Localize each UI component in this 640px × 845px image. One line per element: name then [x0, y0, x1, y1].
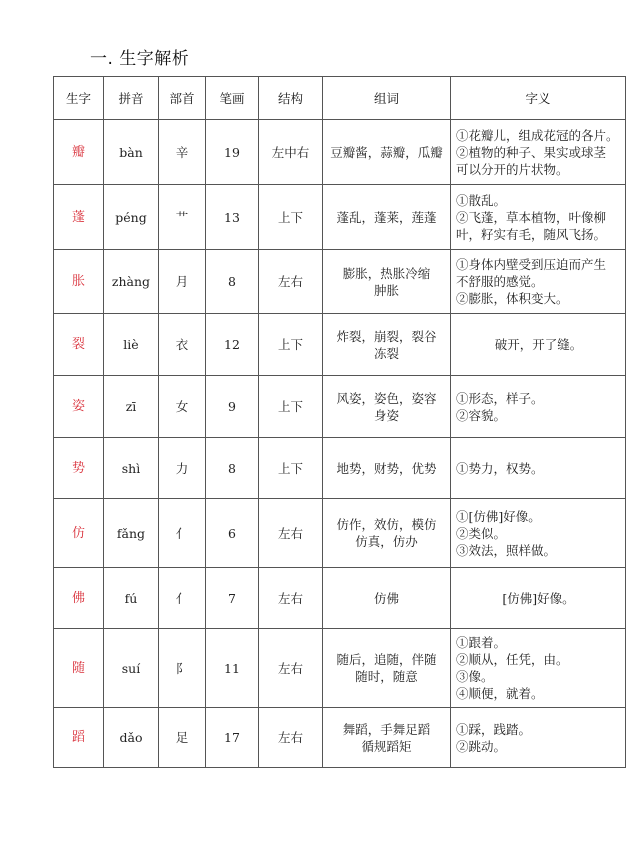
words-cell	[323, 185, 451, 250]
meaning-line: ①散乱。	[456, 192, 507, 208]
table-row	[54, 499, 626, 568]
char-cell: 裂	[54, 314, 104, 376]
meaning-line: ①身体内壁受到压迫而产生	[456, 257, 607, 272]
meaning-cell	[451, 438, 626, 499]
meaning-cell	[451, 250, 626, 314]
meaning-line: 可以分开的片状物。	[456, 161, 569, 177]
word-line: 膨胀，热胀冷缩	[342, 265, 431, 281]
character-analysis-table	[53, 76, 626, 768]
structure-cell: 左右	[259, 708, 323, 768]
structure-cell: 左右	[259, 499, 323, 568]
table-row	[54, 708, 626, 768]
words-cell	[323, 568, 451, 629]
meaning-line: ①花瓣儿，组成花冠的各片。	[456, 127, 619, 143]
meaning-cell	[451, 629, 626, 708]
char-cell: 蹈	[54, 708, 104, 768]
meaning-line: ①踩，践踏。	[456, 721, 532, 737]
meaning-line: ①形态，样子。	[456, 390, 544, 406]
pinyin-cell: zī	[104, 376, 159, 438]
radical-cell: 衣	[159, 314, 206, 376]
radical-cell: 艹	[159, 185, 206, 250]
word-line: 肿胀	[373, 282, 399, 298]
strokes-cell: 12	[206, 314, 259, 376]
strokes-cell: 8	[206, 250, 259, 314]
header-char: 生字	[54, 77, 104, 120]
structure-cell: 上下	[259, 314, 323, 376]
radical-cell: 亻	[159, 568, 206, 629]
radical-cell: 亻	[159, 499, 206, 568]
word-line: 豆瓣酱，蒜瓣，瓜瓣	[330, 144, 443, 160]
char-cell: 姿	[54, 376, 104, 438]
table-row	[54, 438, 626, 499]
table-row	[54, 250, 626, 314]
pinyin-cell: suí	[104, 629, 159, 708]
radical-cell: 女	[159, 376, 206, 438]
meaning-line: ②飞蓬，草本植物，叶像柳	[456, 209, 607, 225]
word-line: 仿作，效仿，模仿	[336, 517, 437, 532]
meaning-line: ①[仿佛]好像。	[456, 508, 541, 524]
header-radical: 部首	[159, 77, 206, 120]
word-line: 随时，随意	[355, 669, 418, 684]
meaning-line: 叶，籽实有毛，随风飞扬。	[456, 226, 607, 242]
meaning-line: ②跳动。	[456, 738, 507, 754]
pinyin-cell: fǎng	[104, 499, 159, 568]
radical-cell: 阝	[159, 629, 206, 708]
strokes-cell: 19	[206, 120, 259, 185]
word-line: 仿佛	[373, 590, 399, 606]
char-cell: 随	[54, 629, 104, 708]
structure-cell: 上下	[259, 438, 323, 499]
meaning-line: ②容貌。	[456, 407, 507, 423]
radical-cell: 辛	[159, 120, 206, 185]
pinyin-cell: shì	[104, 438, 159, 499]
words-cell	[323, 250, 451, 314]
char-cell: 势	[54, 438, 104, 499]
meaning-line: ①势力，权势。	[456, 460, 544, 476]
char-cell: 佛	[54, 568, 104, 629]
header-pinyin: 拼音	[104, 77, 159, 120]
strokes-cell: 13	[206, 185, 259, 250]
words-cell	[323, 120, 451, 185]
char-cell: 胀	[54, 250, 104, 314]
pinyin-cell: bàn	[104, 120, 159, 185]
meaning-line: ①跟着。	[456, 635, 507, 650]
meaning-cell	[451, 568, 626, 629]
strokes-cell: 9	[206, 376, 259, 438]
strokes-cell: 17	[206, 708, 259, 768]
header-structure: 结构	[259, 77, 323, 120]
words-cell	[323, 629, 451, 708]
pinyin-cell: zhàng	[104, 250, 159, 314]
meaning-cell	[451, 120, 626, 185]
meaning-cell	[451, 376, 626, 438]
header-meaning: 字义	[451, 77, 626, 120]
structure-cell: 左右	[259, 629, 323, 708]
word-line: 舞蹈，手舞足蹈	[342, 721, 431, 737]
word-line: 炸裂，崩裂，裂谷	[336, 328, 437, 344]
meaning-cell	[451, 499, 626, 568]
meaning-line: ②顺从，任凭，由。	[456, 652, 569, 667]
structure-cell: 左中右	[259, 120, 323, 185]
structure-cell: 左右	[259, 568, 323, 629]
word-line: 随后，追随，伴随	[336, 652, 437, 667]
char-cell: 瓣	[54, 120, 104, 185]
table-header-row	[54, 77, 626, 120]
pinyin-cell: fú	[104, 568, 159, 629]
meaning-cell	[451, 185, 626, 250]
pinyin-cell: liè	[104, 314, 159, 376]
strokes-cell: 8	[206, 438, 259, 499]
table-row	[54, 629, 626, 708]
strokes-cell: 6	[206, 499, 259, 568]
header-words: 组词	[323, 77, 451, 120]
words-cell	[323, 438, 451, 499]
words-cell	[323, 314, 451, 376]
word-line: 风姿，姿色，姿容	[336, 390, 437, 406]
strokes-cell: 7	[206, 568, 259, 629]
words-cell	[323, 708, 451, 768]
word-line: 蓬乱，蓬莱，莲蓬	[336, 209, 437, 225]
words-cell	[323, 499, 451, 568]
meaning-line: ③效法，照样做。	[456, 542, 557, 558]
word-line: 循规蹈矩	[361, 738, 412, 754]
table-body	[54, 120, 626, 768]
pinyin-cell: dǎo	[104, 708, 159, 768]
structure-cell: 上下	[259, 185, 323, 250]
meaning-line: ②植物的种子、果实或球茎	[456, 144, 607, 160]
word-line: 仿真，仿办	[355, 534, 418, 549]
word-line: 冻裂	[373, 345, 399, 361]
table-row	[54, 185, 626, 250]
table-row	[54, 376, 626, 438]
meaning-line: ②膨胀，体积变大。	[456, 291, 569, 306]
char-cell: 仿	[54, 499, 104, 568]
meaning-cell	[451, 708, 626, 768]
pinyin-cell: péng	[104, 185, 159, 250]
structure-cell: 左右	[259, 250, 323, 314]
meaning-line: 破开，开了缝。	[494, 337, 583, 352]
word-line: 身姿	[373, 407, 399, 423]
table-row	[54, 120, 626, 185]
section-title: 一. 生字解析	[90, 49, 190, 69]
meaning-line: ④顺便，就着。	[456, 686, 544, 701]
meaning-cell	[451, 314, 626, 376]
radical-cell: 足	[159, 708, 206, 768]
meaning-line: ③像。	[456, 669, 494, 684]
header-strokes: 笔画	[206, 77, 259, 120]
structure-cell: 上下	[259, 376, 323, 438]
radical-cell: 力	[159, 438, 206, 499]
table-row	[54, 568, 626, 629]
radical-cell: 月	[159, 250, 206, 314]
table-row	[54, 314, 626, 376]
strokes-cell: 11	[206, 629, 259, 708]
words-cell	[323, 376, 451, 438]
char-cell: 蓬	[54, 185, 104, 250]
word-line: 地势，财势，优势	[336, 460, 437, 476]
meaning-line: 不舒服的感觉。	[456, 274, 544, 289]
meaning-line: [仿佛]好像。	[502, 590, 575, 606]
meaning-line: ②类似。	[456, 525, 507, 541]
